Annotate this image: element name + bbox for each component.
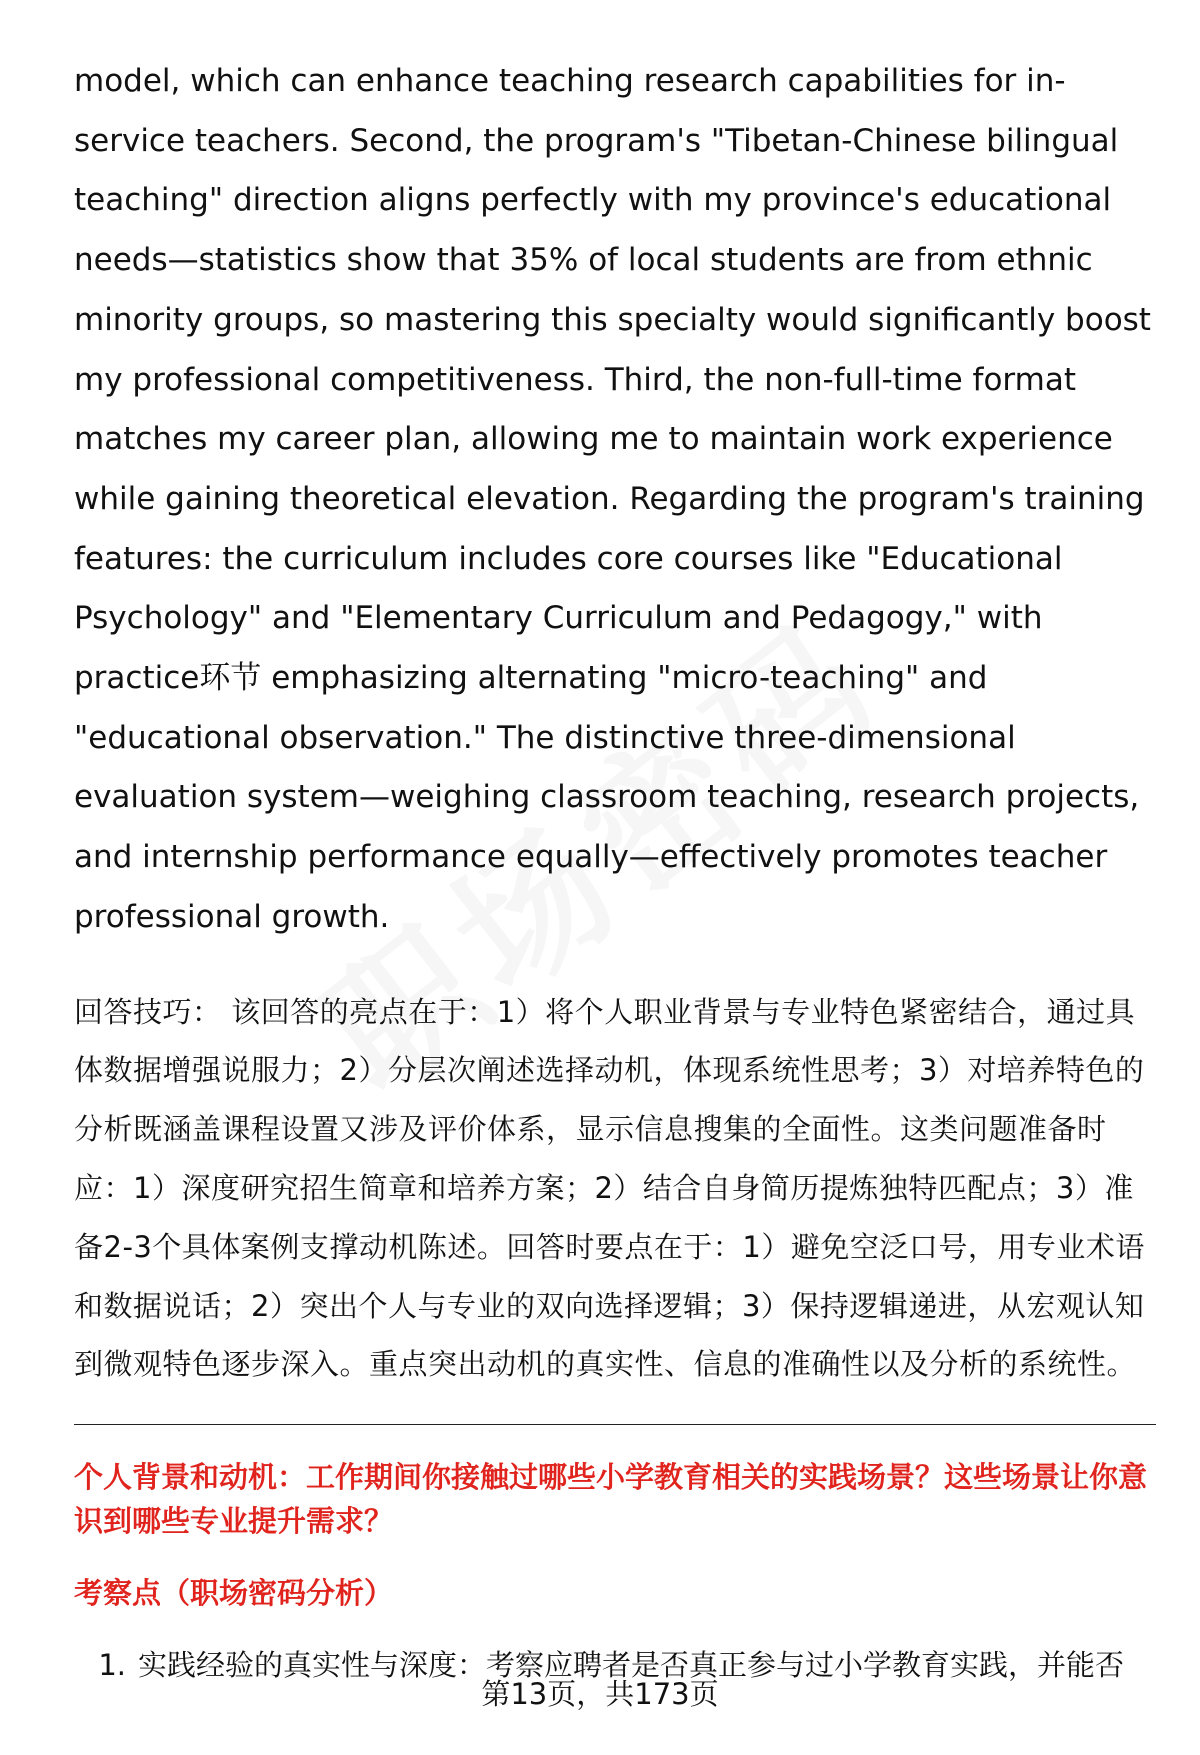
list-item-text: 实践经验的真实性与深度：考察应聘者是否真正参与过小学教育实践，并能否 — [138, 1648, 1125, 1683]
answer-tips-label: 回答技巧： — [74, 994, 222, 1029]
answer-tips-body: 该回答的亮点在于：1）将个人职业背景与专业特色紧密结合，通过具体数据增强说服力；2）分层次阐述选择动机，体现系统性思考；3）对培养特色的分析既涵盖课程设置又涉及评价体系，显示信息搜集的全面性。这类问题准备时应：1）深度研究招生简章和培养方案；2）结合自身简历提炼独特匹配点；3）准备2-3个具体案例支撑动机陈述。回答时要点在于：1）避免空泛口号，用专业术语和数据说话；2）突出个人与专业的双向选择逻辑；3）保持逻辑递进，从宏观认知到微观特色逐步深入。重点突出动机的真实性、信息的准确性以及分析的系统性。 — [74, 994, 1145, 1382]
page-footer: 第13页，共173页 — [481, 1677, 719, 1711]
question-heading: 个人背景和动机：工作期间你接触过哪些小学教育相关的实践场景？这些场景让你意识到哪些专业提升需求？ — [74, 1460, 1148, 1539]
answer-tips-paragraph — [74, 983, 1152, 1395]
list-item-number: 1. — [98, 1648, 126, 1683]
section-divider — [74, 1424, 1156, 1425]
assessment-points-heading: 考察点（职场密码分析） — [74, 1576, 394, 1611]
english-paragraph: model, which can enhance teaching research capabilities for in-service teachers. Second, the program's "Tibetan-Chinese bilingual teaching" direction aligns perfectly with my province's educational needs—statistics show that 35% of local students are from ethnic minority groups, so mastering this specialty would significantly boost my professional competitiveness. Third, the non-full-time format matches my career plan, allowing me to maintain work experience while gaining theoretical elevation. Regarding the program's training features: the curriculum includes core courses like "Educational Psychology" and "Elementary Curriculum and Pedagogy," with practice环节 emphasizing alternating "micro-teaching" and "educational observation." The distinctive three-dimensional evaluation system—weighing classroom teaching, research projects, and internship performance equally—effectively promotes teacher professional growth. — [74, 63, 1151, 935]
document-page — [74, 52, 1152, 1687]
